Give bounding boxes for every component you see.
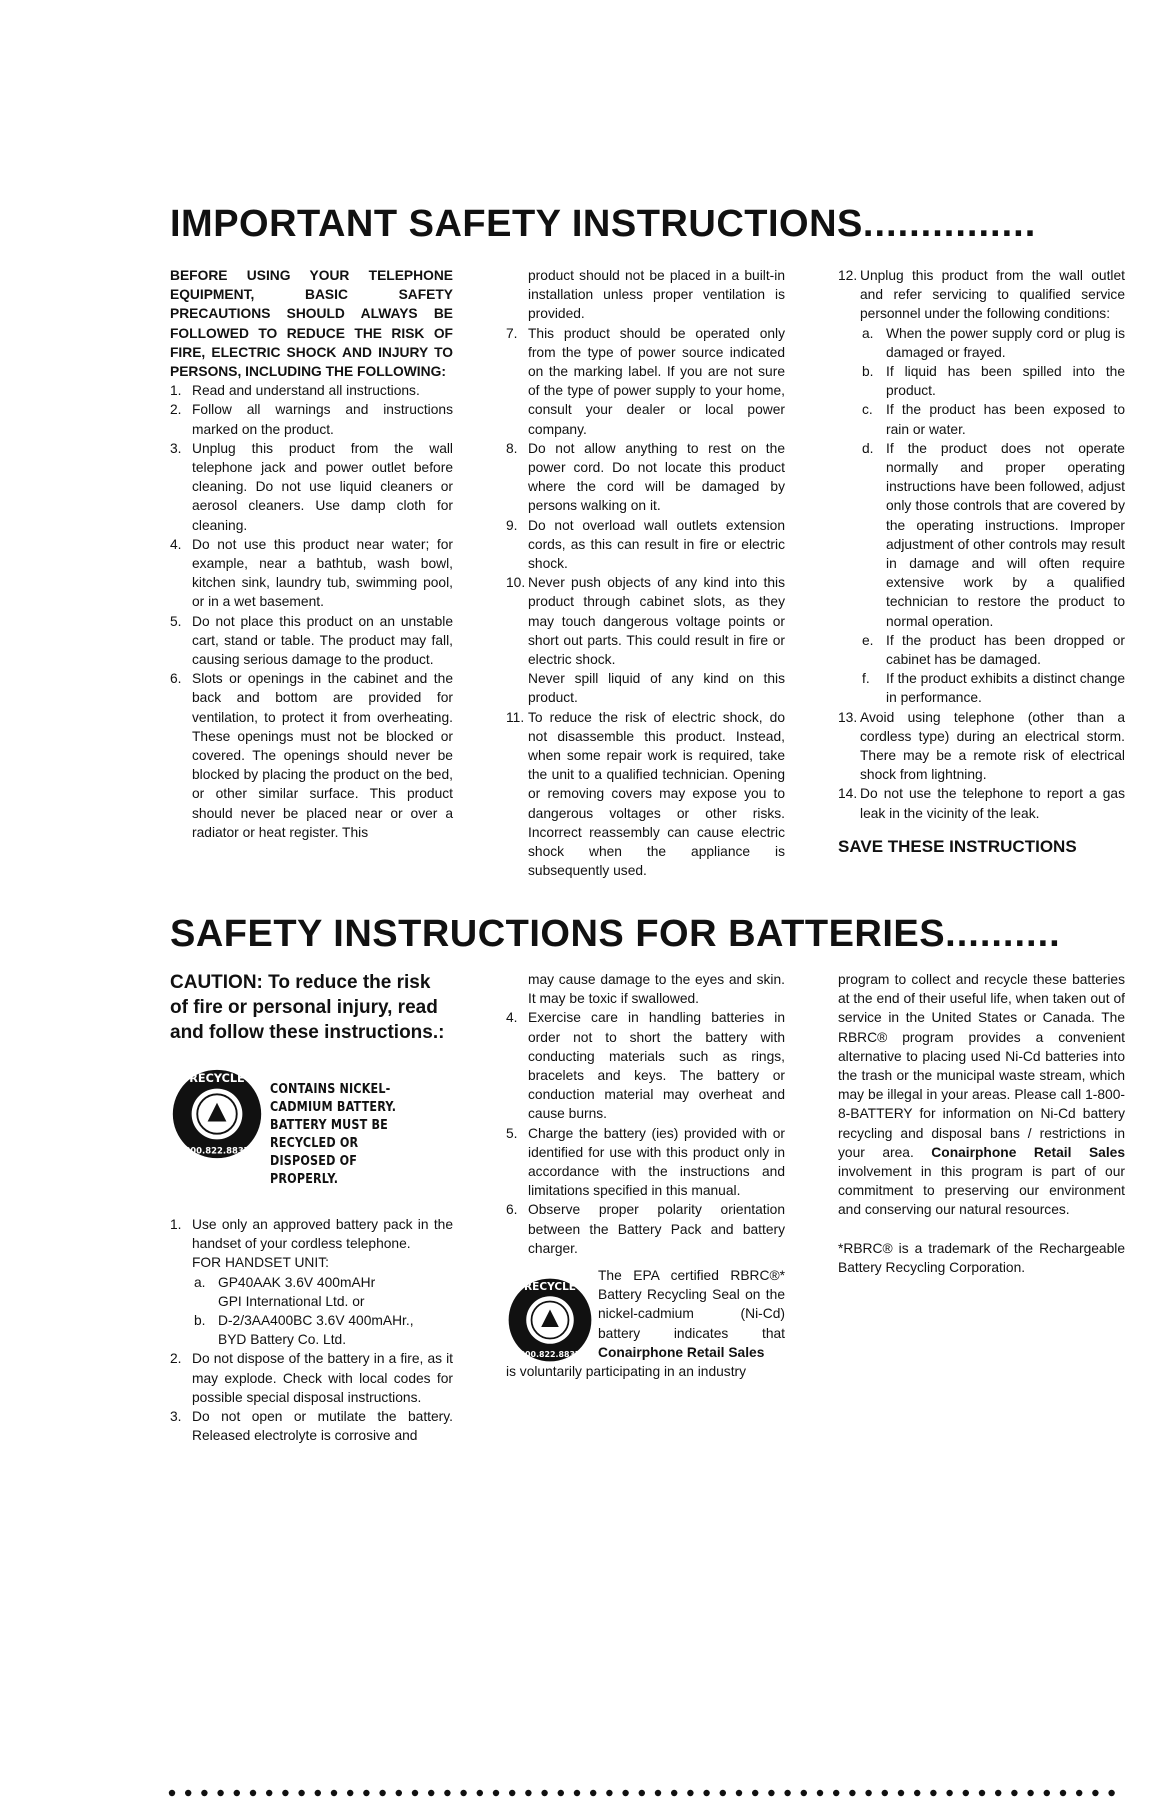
- intro-text: BEFORE USING YOUR TELEPHONE EQUIPMENT, BASIC SAFETY PRECAUTIONS SHOULD ALWAYS BE FOLLOWED TO REDUCE THE RISK OF FIRE, ELECTRIC SHOCK AND INJURY TO PERSONS, INCLUDING THE FOLLOWING:: [170, 268, 453, 380]
- title-dots: ..........: [945, 913, 1061, 955]
- list-item: 5. Do not place this product on an unstable cart, stand or table. The product may fall, causing serious damage to the product.: [170, 613, 453, 668]
- dot: [1011, 1790, 1017, 1796]
- dot: [185, 1790, 191, 1796]
- title-dots: ...............: [862, 203, 1037, 245]
- rbrc-recycle-seal-icon: [170, 1067, 264, 1161]
- dot: [477, 1790, 483, 1796]
- dot: [849, 1790, 855, 1796]
- battery-column-1: [170, 970, 453, 1445]
- svg-text:RECYCLE: RECYCLE: [524, 1281, 576, 1294]
- list-item: 3. Unplug this product from the wall telephone jack and power outlet before cleaning. Do not use liquid cleaners or aerosol cleaners. Use damp cloth for cleaning.: [170, 440, 453, 533]
- dot: [801, 1790, 807, 1796]
- company-name: Conairphone Retail Sales: [931, 1144, 1125, 1160]
- list-item: 1. Use only an approved battery pack in the handset of your cordless telephone.: [170, 1217, 453, 1252]
- dot: [720, 1790, 726, 1796]
- list-item: 5. Charge the battery (ies) provided with or identified for use with this product only in accordance with the instructions and limitations specified in this manual.: [506, 1125, 785, 1199]
- bottom-dot-rule: [168, 1788, 1126, 1798]
- dot: [1092, 1790, 1098, 1796]
- dot: [930, 1790, 936, 1796]
- dot: [1108, 1790, 1114, 1796]
- dot: [363, 1790, 369, 1796]
- battery-column-3: [838, 970, 1125, 1277]
- dot: [266, 1790, 272, 1796]
- seal-caption: CONTAINS NICKEL-CADMIUM BATTERY. BATTERY MUST BE RECYCLED OR DISPOSED OF PROPERLY.: [270, 1082, 397, 1187]
- dot: [752, 1790, 758, 1796]
- dot: [201, 1790, 207, 1796]
- list-item: 6. Slots or openings in the cabinet and the back and bottom are provided for ventilation, to protect it from overheating. These openings must not be blocked or covered. The openings should never be blocked by placing the product on the bed, or other similar surface. This product should never be placed near or over a radiator or heat register. This: [170, 671, 453, 840]
- dot: [736, 1790, 742, 1796]
- dot: [1076, 1790, 1082, 1796]
- list-item: 6. Observe proper polarity orientation between the Battery Pack and battery charger.: [506, 1202, 785, 1256]
- dot: [671, 1790, 677, 1796]
- list-item: 2. Do not dispose of the battery in a fire, as it may explode. Check with local codes for possible special disposal instructions.: [170, 1351, 453, 1405]
- rbrc-recycle-seal-icon: [506, 1276, 594, 1364]
- dot: [574, 1790, 580, 1796]
- dot: [768, 1790, 774, 1796]
- epa-notice: [506, 1266, 785, 1381]
- title-text: SAFETY INSTRUCTIONS FOR BATTERIES: [170, 913, 946, 955]
- dot: [946, 1790, 952, 1796]
- list-item: 10. Never push objects of any kind into this product through cabinet slots, as they may touch dangerous voltage points or short out parts. This could result in fire or electric shock.: [506, 575, 785, 668]
- sub-item: f. If the product exhibits a distinct change in performance.: [862, 671, 1125, 706]
- dot: [558, 1790, 564, 1796]
- recycling-program-text: program to collect and recycle these batteries at the end of their useful life, when taken out of service in the United States or Canada. The RBRC® program provides a convenient alternative to placing used Ni-Cd batteries into the trash or the municipal waste stream, which may be illegal in your areas. Please call 1-800-8-BATTERY for information on Ni-Cd battery recycling and disposal bans / restrictions in your area. Conairphone Retail Sales involvement in this program is part of our commitment to preserving our environment and conserving our natural resources.: [838, 972, 1125, 1218]
- sub-item: c. If the product has been exposed to rain or water.: [862, 402, 1125, 437]
- dot: [606, 1790, 612, 1796]
- dot: [865, 1790, 871, 1796]
- handset-unit-label: FOR HANDSET UNIT:: [192, 1255, 329, 1271]
- dot: [217, 1790, 223, 1796]
- dot: [331, 1790, 337, 1796]
- svg-text:800.822.8837: 800.822.8837: [519, 1350, 581, 1360]
- battery-column-2: [506, 970, 785, 1381]
- dot: [703, 1790, 709, 1796]
- dot: [428, 1790, 434, 1796]
- dot: [250, 1790, 256, 1796]
- dot: [509, 1790, 515, 1796]
- list-item: 8. Do not allow anything to rest on the power cord. Do not locate this product where the cord will be damaged by persons walking on it.: [506, 440, 785, 514]
- list-item: 11. To reduce the risk of electric shock, do not disassemble this product. Instead, when some repair work is required, take the unit to a qualified technician. Opening or removing covers may expose you to dangerous voltages or other risks. Incorrect reassembly can cause electric shock when the appliance is subsequently used.: [506, 709, 785, 879]
- dot: [639, 1790, 645, 1796]
- dot: [1044, 1790, 1050, 1796]
- safety-column-1: [170, 266, 453, 842]
- epa-tail: is voluntarily participating in an industry: [506, 1364, 747, 1380]
- epa-text: The EPA certified RBRC®* Battery Recycling Seal on the nickel-cadmium (Ni-Cd) battery indicates that Conairphone Retail Sales: [598, 1268, 785, 1360]
- sub-item: e. If the product has been dropped or cabinet has be damaged.: [862, 632, 1125, 668]
- sub-item: a. GP40AAK 3.6V 400mAHr: [194, 1274, 376, 1290]
- dot: [412, 1790, 418, 1796]
- dot: [622, 1790, 628, 1796]
- dot: [282, 1790, 288, 1796]
- section-title-safety: [170, 200, 1120, 248]
- safety-column-2: [506, 266, 785, 881]
- dot: [963, 1790, 969, 1796]
- sub-item-line: BYD Battery Co. Ltd.: [218, 1332, 347, 1348]
- dot: [234, 1790, 240, 1796]
- list-item: 9. Do not overload wall outlets extension cords, as this can result in fire or electric shock.: [506, 517, 785, 572]
- list-item: 2. Follow all warnings and instructions marked on the product.: [170, 402, 453, 437]
- sub-item-line: GPI International Ltd. or: [218, 1293, 365, 1309]
- dot: [541, 1790, 547, 1796]
- list-item: 4. Do not use this product near water; for example, near a bathtub, wash bowl, kitchen sink, laundry tub, swimming pool, or in a wet basement.: [170, 536, 453, 610]
- sub-item: b. D-2/3AA400BC 3.6V 400mAHr.,: [194, 1313, 414, 1329]
- list-item: 13. Avoid using telephone (other than a cordless type) during an electrical storm. There may be a remote risk of electrical shock from lightning.: [838, 709, 1125, 783]
- sub-item: a. When the power supply cord or plug is damaged or frayed.: [862, 325, 1125, 360]
- list-item: 12. Unplug this product from the wall outlet and refer servicing to qualified service personnel under the following conditions:: [838, 268, 1125, 322]
- dot: [1060, 1790, 1066, 1796]
- dot: [298, 1790, 304, 1796]
- dot: [493, 1790, 499, 1796]
- dot: [444, 1790, 450, 1796]
- dot: [655, 1790, 661, 1796]
- list-item: 3. Do not open or mutilate the battery. Released electrolyte is corrosive and: [170, 1409, 453, 1444]
- dot: [979, 1790, 985, 1796]
- dot: [525, 1790, 531, 1796]
- list-item-continued: product should not be placed in a built-in installation unless proper ventilation is provided.: [528, 268, 785, 322]
- dot: [995, 1790, 1001, 1796]
- safety-column-3: [838, 266, 1125, 856]
- sub-item: d. If the product does not operate normally and proper operating instructions have been followed, adjust only those controls that are covered by the operating instructions. Improper adjustment of other controls may result in damage and will often require extensive work by a qualified technician to restore the product to normal operation.: [862, 440, 1125, 629]
- caution-text: CAUTION: To reduce the risk of fire or personal injury, read and follow these instructions.:: [170, 972, 445, 1043]
- dot: [396, 1790, 402, 1796]
- dot: [914, 1790, 920, 1796]
- title-text: IMPORTANT SAFETY INSTRUCTIONS: [170, 203, 863, 245]
- dot: [169, 1790, 175, 1796]
- list-item: 1. Read and understand all instructions.: [170, 383, 420, 399]
- trademark-note: *RBRC® is a trademark of the Rechargeable Battery Recycling Corporation.: [838, 1240, 1125, 1275]
- dot: [315, 1790, 321, 1796]
- dot: [347, 1790, 353, 1796]
- sub-item: b. If liquid has been spilled into the product.: [862, 364, 1125, 399]
- dot: [1027, 1790, 1033, 1796]
- svg-text:800.822.8837: 800.822.8837: [184, 1145, 250, 1156]
- dot: [379, 1790, 385, 1796]
- dot: [784, 1790, 790, 1796]
- recycle-notice: [170, 1067, 453, 1189]
- list-item-continued: Never spill liquid of any kind on this product.: [528, 671, 785, 706]
- svg-text:RECYCLE: RECYCLE: [189, 1072, 245, 1086]
- list-item-continued: may cause damage to the eyes and skin. It may be toxic if swallowed.: [528, 972, 785, 1007]
- dot: [833, 1790, 839, 1796]
- dot: [687, 1790, 693, 1796]
- dot: [590, 1790, 596, 1796]
- company-name: Conairphone Retail Sales: [598, 1344, 765, 1360]
- dot: [460, 1790, 466, 1796]
- list-item: 4. Exercise care in handling batteries in order not to short the battery with conducting materials such as rings, bracelets and keys. The battery or conduction material may overheat and cause burns.: [506, 1010, 785, 1122]
- dot: [898, 1790, 904, 1796]
- save-instructions-heading: SAVE THESE INSTRUCTIONS: [838, 836, 1077, 856]
- dot: [817, 1790, 823, 1796]
- list-item: 14. Do not use the telephone to report a gas leak in the vicinity of the leak.: [838, 786, 1125, 821]
- section-title-batteries: [170, 910, 1120, 958]
- dot: [882, 1790, 888, 1796]
- list-item: 7. This product should be operated only from the type of power source indicated on the marking label. If you are not sure of the type of power supply to your home, consult your dealer or local power company.: [506, 325, 785, 437]
